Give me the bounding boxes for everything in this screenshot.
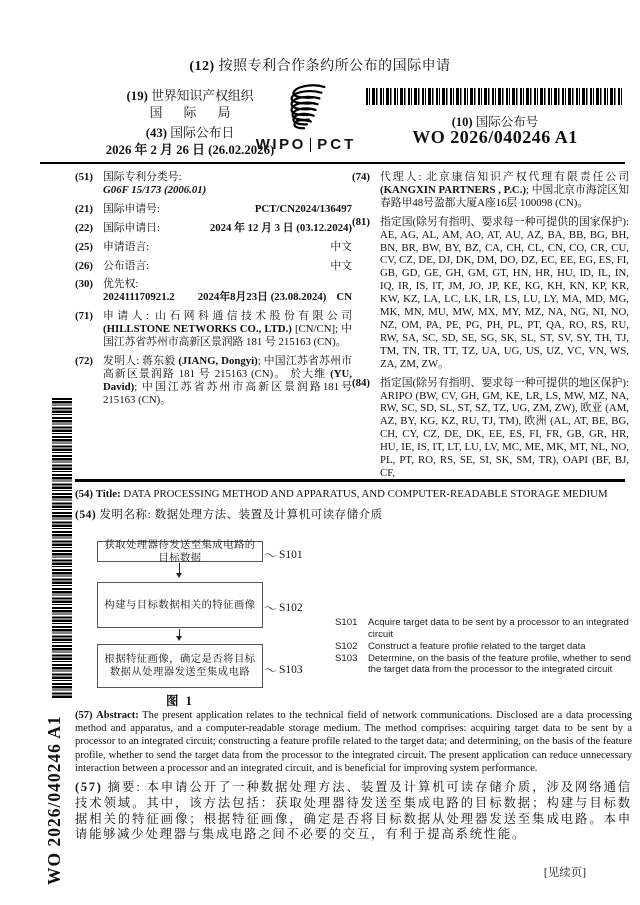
bib-field-26 (75, 260, 352, 273)
abstract-en: (57) Abstract: The present application relates to the technical field of network communications. Disclosed are a data processing method and apparatus, and a computer-readable storage medium. The method comprises: acquiring target data to be sent by a processor to an integrated circuit; constructing a feature profile related to the target data; and determining, on the basis of the feature profile, whether to send the target data from the processor to the integrated circuit. The present application can reduce unnecessary interaction between a processor and an integrated circuit, and is beneficial for improving system performance. (75, 710, 633, 774)
bib-field-81 (352, 216, 629, 371)
field-label: 国际申请号: (103, 202, 160, 215)
flow-arrow-icon (179, 629, 180, 639)
bib-right-column (352, 171, 629, 486)
field-body (103, 241, 352, 254)
field-body (103, 260, 352, 273)
field-value: PCT/CN2024/136497 (254, 202, 352, 215)
legend-code: S102 (335, 640, 358, 652)
bib-field-72 (75, 355, 352, 407)
field-body (380, 171, 629, 210)
field-label: 优先权: (103, 278, 139, 291)
figure-legend (335, 617, 633, 676)
bib-field-74 (352, 171, 629, 210)
field-text: 申请人: 山石网科通信技术股份有限公司 (HILLSTONE NETWORKS CO., LTD.) [CN/CN]; 中国江苏省苏州市高新区景润路 181 号 215163 (CN)。 (103, 310, 352, 349)
bib-field-30 (75, 278, 352, 304)
title-divider (75, 479, 625, 482)
priority-date: 2024年8月23日 (23.08.2024) (197, 291, 327, 304)
flowchart-box-s101: 获取处理器待发送至集成电路的目标数据 (97, 541, 263, 562)
field-label: 国际专利分类号: (103, 171, 182, 183)
field-value: 中文 (330, 259, 352, 272)
connector-squiggle-icon: 〜 (262, 662, 278, 679)
wipo-wordmark: WIPO (255, 136, 306, 153)
field-label: 公布语言: (103, 259, 150, 272)
pub-type-line (0, 55, 640, 75)
field-body (103, 310, 352, 349)
legend-row (335, 653, 633, 676)
field-text: 指定国(除另有指明、要求每一种可提供的地区保护): ARIPO (BW, CV, GH, GM, KE, LR, LS, MW, MZ, NA, RW, SC, SD, SL, ST, SZ, TZ, UG, ZM, ZW), 欧亚 (AM, AZ, BY, KG, KZ, RU, TJ, TM), 欧洲 (AL, AT, BE, BG, CH, CY, CZ, DE, DK, EE, ES, FI, FR, GB, GR, HR, HU, IE, IS, IT, LT, LU, LV, MC, ME, MK, MT, NL, NO, PL, PT, RO, RS, SE, SI, SK, SM, TR), OAPI (BF, BJ, CF, (380, 376, 629, 479)
bib-field-84 (352, 377, 629, 480)
field-text: 代理人: 北京康信知识产权代理有限责任公司 (KANGXIN PARTNERS , P.C.); 中国北京市海淀区知春路甲48号盈都大厦A座16层 100098 (CN)。 (380, 171, 630, 209)
field-number: (30) (75, 278, 93, 291)
legend-code: S101 (335, 617, 358, 628)
legend-row (335, 617, 633, 640)
flow-arrow-icon (179, 563, 180, 576)
field-number: (74) (352, 171, 370, 183)
bib-field-51 (75, 171, 352, 197)
field-body (103, 278, 352, 304)
field-num-12: (12) (189, 59, 215, 74)
logo-separator (310, 138, 312, 152)
barcode-top (366, 88, 624, 105)
field-number: (71) (75, 310, 93, 323)
field-number: (21) (75, 202, 93, 215)
flowchart-label-s101: 〜 S101 (264, 545, 303, 564)
field-value: G06F 15/173 (2006.01) (103, 183, 207, 196)
flowchart-label-s102: 〜 S102 (264, 598, 303, 617)
pub-type-text: 按照专利合作条约所公布的国际申请 (218, 59, 451, 74)
legend-text: Acquire target data to be sent by a processor to an integrated circuit (368, 617, 629, 640)
field-body (103, 222, 352, 235)
org-name: (19) 世界知识产权组织 (126, 89, 254, 103)
field-body (103, 355, 352, 407)
wipo-logo-text (247, 136, 365, 153)
field-label: 国际申请日: (103, 221, 160, 234)
wipo-logo (247, 84, 365, 153)
field-number: (72) (75, 354, 93, 367)
connector-squiggle-icon: 〜 (262, 600, 278, 617)
flowchart-label-s103: 〜 S103 (264, 660, 303, 679)
field-number: (26) (75, 259, 93, 272)
field-body (380, 377, 629, 480)
barcode-side (52, 398, 72, 698)
bib-field-22 (75, 222, 352, 235)
title-zh: (54) 发明名称: 数据处理方法、装置及计算机可读存储介质 (75, 509, 383, 521)
flowchart-box-s103: 根据特征画像，确定是否将目标数据从处理器发送至集成电路 (97, 644, 263, 688)
pct-wordmark: PCT (317, 136, 357, 153)
field-text: 指定国(除另有指明、要求每一种可提供的国家保护): AE, AG, AL, AM, AO, AT, AU, AZ, BA, BB, BG, BH, BN, BR, BW, BY, BZ, CA, CH, CL, CN, CO, CR, CU, CV, CZ, DE, DJ, DK, DM, DO, DZ, EC, EE, EG, ES, FI, GB, GD, GE, GH, GM, GT, HN, HR, HU, ID, IL, IN, IQ, IR, IS, IT, JM, JO, JP, KE, KG, KH, KN, KP, KR, KW, KZ, LA, LC, LK, LR, LS, LU, LY, MA, MD, MG, MK, MN, MU, MW, MX, MY, MZ, NA, NG, NI, NO, NZ, OM, PA, PE, PG, PH, PL, PT, QA, RO, RS, RU, RW, SA, SC, SD, SE, SG, SK, SL, ST, SV, SY, TH, TJ, TM, TN, TR, TT, TZ, UA, UG, US, UZ, VC, VN, WS, ZA, ZM, ZW。 (380, 215, 629, 370)
field-number: (84) (352, 376, 370, 389)
field-body (380, 216, 629, 371)
intl-bureau: 国 际 局 (149, 106, 240, 120)
header-divider (40, 162, 625, 164)
priority-number: 202411170921.2 (103, 291, 175, 304)
field-number: (25) (75, 240, 93, 253)
legend-text: Construct a feature profile related to the target data (368, 640, 586, 652)
legend-code: S103 (335, 652, 358, 664)
pub-number-label: (10) 国际公布号 (451, 115, 539, 129)
wipo-globe-icon (283, 84, 329, 134)
bib-field-71 (75, 310, 352, 349)
priority-country: CN (336, 291, 352, 304)
side-pub-number: WO 2026/040246 A1 (44, 715, 64, 885)
field-number: (51) (75, 171, 93, 183)
flowchart-box-s102: 构建与目标数据相关的特征画像 (97, 582, 263, 628)
bib-field-21 (75, 203, 352, 216)
flowchart-figure-1 (95, 540, 330, 712)
figure-caption: 图 1 (166, 694, 194, 708)
title-en: (54) Title: DATA PROCESSING METHOD AND APPARATUS, AND COMPUTER-READABLE STORAGE MEDIUM (75, 488, 608, 500)
bib-field-25 (75, 241, 352, 254)
bib-left-column (75, 171, 352, 413)
legend-row (335, 641, 633, 653)
abstract-zh: (57) 摘要: 本申请公开了一种数据处理方法、装置及计算机可读存储介质，涉及网络通信技术领域。其中，该方法包括：获取处理器待发送至集成电路的目标数据；构建与目标数据相关的特征画像；根据特征画像，确定是否将目标数据从处理器发送至集成电路。本申请能够减少处理器与集成电路之间不必要的交互，有利于提高系统性能。 (75, 780, 632, 842)
pub-number: WO 2026/040246 A1 (412, 127, 578, 147)
pub-date-value: 2026 年 2 月 26 日 (26.02.2026) (105, 143, 275, 157)
connector-squiggle-icon: 〜 (262, 547, 278, 564)
pub-date-label: (43) 国际公布日 (145, 126, 235, 140)
continued-note: [见续页] (543, 867, 587, 879)
field-number: (22) (75, 221, 93, 234)
field-number: (81) (352, 215, 370, 228)
field-body (103, 203, 352, 216)
field-text: 发明人: 蒋东毅 (JIANG, Dongyi); 中国江苏省苏州市高新区景润路 181 号 215163 (CN)。 於大维 (YU, David); 中国江苏省苏州市高新区景润路181号 215163 (CN)。 (103, 354, 352, 406)
field-body (103, 171, 352, 197)
field-value: 2024 年 12 月 3 日 (03.12.2024) (209, 221, 352, 234)
legend-text: Determine, on the basis of the feature profile, whether to send the target data from the processor to the integrated circuit (368, 652, 631, 675)
field-value: 中文 (330, 240, 352, 253)
field-label: 申请语言: (103, 240, 150, 253)
